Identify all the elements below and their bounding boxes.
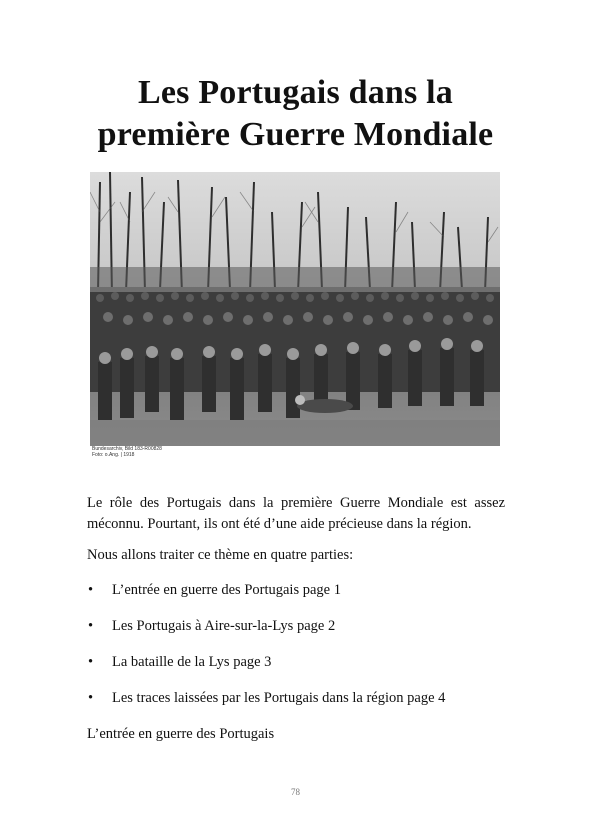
document-body [87, 493, 505, 745]
photo-credit-line-1: Bundesarchiv, Bild 183-R00828 [92, 446, 162, 452]
intro-paragraph: Le rôle des Portugais dans la première Guerre Mondiale est assez méconnu. Pourtant, ils ont été d’une aide précieuse dans la région. [87, 495, 505, 532]
lead-paragraph: Nous allons traiter ce thème en quatre parties: [87, 547, 354, 563]
list-item-text: L’entrée en guerre des Portugais page 1 [112, 582, 341, 598]
bullet-icon: • [88, 654, 94, 670]
list-item [87, 616, 505, 637]
list-item-text: Les Portugais à Aire-sur-la-Lys page 2 [112, 618, 336, 634]
title-line-2: première Guerre Mondiale [97, 116, 494, 153]
list-item-text: Les traces laissées par les Portugais dans la région page 4 [112, 690, 446, 706]
list-item [87, 580, 505, 601]
soldiers-group-photo-icon [90, 172, 500, 446]
bullet-icon: • [88, 690, 94, 706]
list-item [87, 652, 505, 673]
section-heading: L’entrée en guerre des Portugais [87, 726, 275, 742]
soldiers-photo [90, 172, 500, 446]
photo-credit-line-2: Foto: o.Ang. | 1918 [92, 452, 135, 458]
bullet-icon: • [88, 582, 94, 598]
bullet-icon: • [88, 618, 94, 634]
title-line-1: Les Portugais dans la [138, 74, 453, 111]
page-number: 78 [291, 787, 300, 797]
list-item-text: La bataille de la Lys page 3 [112, 654, 272, 670]
contents-list [87, 580, 505, 709]
page-title [40, 72, 551, 156]
list-item [87, 688, 505, 709]
photo-credit [92, 446, 162, 458]
